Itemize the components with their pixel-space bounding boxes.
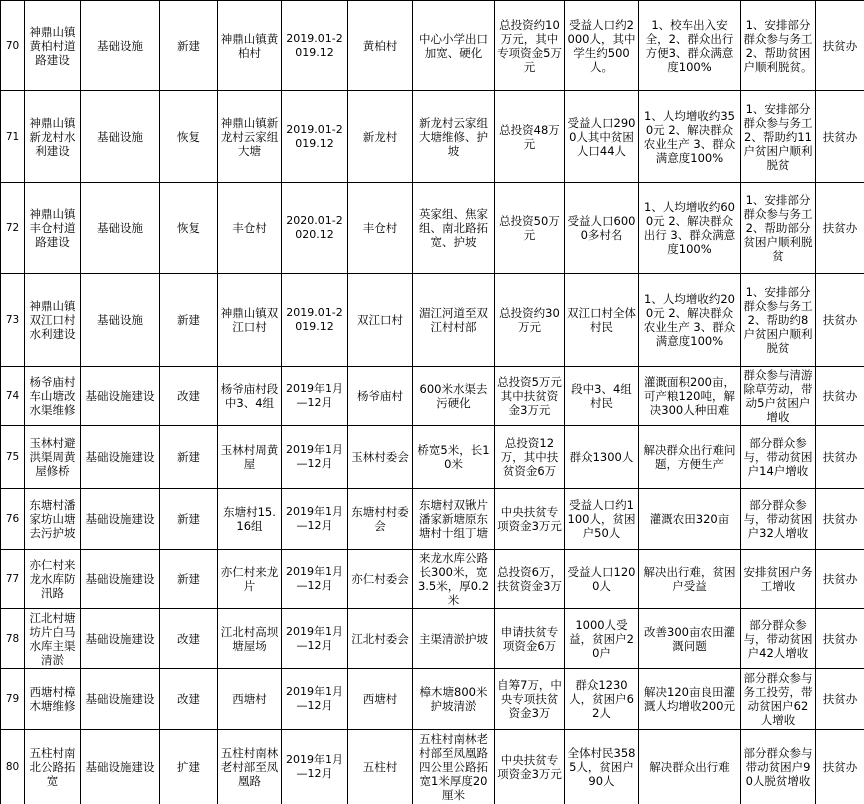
responsible-department-cell: 扶贫办: [816, 669, 864, 730]
project-location-cell: 丰仓村: [218, 183, 282, 274]
table-row: [1, 730, 864, 804]
project-period-cell: 2019年1月—12月: [282, 550, 348, 609]
responsible-department-cell: 扶贫办: [816, 367, 864, 426]
project-name-cell: 江北村塘坊片白马水库主渠清淤: [25, 609, 81, 669]
project-location-cell: 杨爷庙村段中3、4组: [218, 367, 282, 426]
project-period-cell: 2019年1月—12月: [282, 609, 348, 669]
row-number-cell: 70: [1, 1, 25, 91]
project-location-cell: 亦仁村来龙片: [218, 550, 282, 609]
construction-type-cell: 恢复: [160, 91, 218, 183]
performance-goal-cell: 解决群众出行难: [639, 730, 741, 804]
beneficiaries-cell: 受益人口6000多村名: [565, 183, 639, 274]
row-number-cell: 79: [1, 669, 25, 730]
row-number-cell: 75: [1, 426, 25, 489]
construction-content-cell: 600米水渠去污硬化: [413, 367, 495, 426]
project-category-cell: 基础设施建设: [81, 730, 160, 804]
beneficiaries-cell: 全体村民3585人，贫困户90人: [565, 730, 639, 804]
project-name-cell: 西塘村樟木塘维修: [25, 669, 81, 730]
project-name-cell: 亦仁村来龙水库防汛路: [25, 550, 81, 609]
beneficiaries-cell: 受益人口约2000人，其中学生约500人。: [565, 1, 639, 91]
investment-funds-cell: 总投资12万，其中扶贫资金6万: [495, 426, 565, 489]
project-location-cell: 西塘村: [218, 669, 282, 730]
project-location-cell: 江北村高坝塘屋场: [218, 609, 282, 669]
performance-goal-cell: 1、校车出入安全，2、群众出行方便3、群众满意度100%: [639, 1, 741, 91]
implementing-unit-cell: 新龙村: [348, 91, 413, 183]
implementing-unit-cell: 杨爷庙村: [348, 367, 413, 426]
row-number-cell: 76: [1, 489, 25, 550]
project-name-cell: 神鼎山镇丰仓村道路建设: [25, 183, 81, 274]
investment-funds-cell: 总投资48万元: [495, 91, 565, 183]
table-row: [1, 426, 864, 489]
construction-type-cell: 扩建: [160, 730, 218, 804]
project-name-cell: 神鼎山镇双江口村水利建设: [25, 274, 81, 367]
responsible-department-cell: 扶贫办: [816, 274, 864, 367]
construction-type-cell: 新建: [160, 274, 218, 367]
table-row: [1, 550, 864, 609]
project-name-cell: 神鼎山镇新龙村水利建设: [25, 91, 81, 183]
project-name-cell: 神鼎山镇黄柏村道路建设: [25, 1, 81, 91]
beneficiaries-cell: 群众1230人，贫困户62人: [565, 669, 639, 730]
table-row: [1, 669, 864, 730]
row-number-cell: 77: [1, 550, 25, 609]
performance-goal-cell: 1、人均增收约350元 2、解决群众农业生产 3、群众满意度100%: [639, 91, 741, 183]
table-body: [1, 1, 864, 804]
project-category-cell: 基础设施: [81, 1, 160, 91]
row-number-cell: 78: [1, 609, 25, 669]
investment-funds-cell: 中央扶贫专项资金3万元: [495, 730, 565, 804]
project-category-cell: 基础设施: [81, 274, 160, 367]
project-location-cell: 五柱村南林老村部至凤凰路: [218, 730, 282, 804]
project-category-cell: 基础设施建设: [81, 489, 160, 550]
construction-content-cell: 湄江河道至双江村村部: [413, 274, 495, 367]
construction-content-cell: 五柱村南林老村部至凤凰路四公里公路拓宽1米厚度20厘米: [413, 730, 495, 804]
responsible-department-cell: 扶贫办: [816, 91, 864, 183]
table-row: [1, 91, 864, 183]
construction-type-cell: 改建: [160, 367, 218, 426]
project-category-cell: 基础设施: [81, 91, 160, 183]
benefit-mechanism-cell: 部分群众参与带动贫困户90人脱贫增收: [741, 730, 816, 804]
benefit-mechanism-cell: 1、安排部分群众参与务工 2、帮助部分贫困户顺利脱贫: [741, 183, 816, 274]
construction-content-cell: 东塘村双锹片潘家新塘原东塘村十组丁塘: [413, 489, 495, 550]
investment-funds-cell: 申请扶贫专项资金6万: [495, 609, 565, 669]
benefit-mechanism-cell: 部分群众参与，带动贫困户32人增收: [741, 489, 816, 550]
project-name-cell: 玉林村避洪渠周黄屋修桥: [25, 426, 81, 489]
table-row: [1, 1, 864, 91]
project-period-cell: 2019年1月—12月: [282, 489, 348, 550]
table-row: [1, 274, 864, 367]
responsible-department-cell: 扶贫办: [816, 183, 864, 274]
construction-content-cell: 新龙村云家组大塘维修、护坡: [413, 91, 495, 183]
implementing-unit-cell: 玉林村委会: [348, 426, 413, 489]
beneficiaries-cell: 受益人口1200人: [565, 550, 639, 609]
project-period-cell: 2019年1月—12月: [282, 730, 348, 804]
project-period-cell: 2019.01-2019.12: [282, 274, 348, 367]
project-category-cell: 基础设施建设: [81, 609, 160, 669]
benefit-mechanism-cell: 群众参与清游除草劳动，带动5户贫困户增收: [741, 367, 816, 426]
table-row: [1, 609, 864, 669]
performance-goal-cell: 1、人均增收约600元 2、解决群众出行 3、群众满意度100%: [639, 183, 741, 274]
row-number-cell: 74: [1, 367, 25, 426]
benefit-mechanism-cell: 部分群众参与，带动贫困户14户增收: [741, 426, 816, 489]
project-location-cell: 东塘村15.16组: [218, 489, 282, 550]
construction-type-cell: 改建: [160, 609, 218, 669]
project-period-cell: 2020.01-2020.12: [282, 183, 348, 274]
beneficiaries-cell: 1000人受益，贫困户20户: [565, 609, 639, 669]
benefit-mechanism-cell: 1、安排部分群众参与务工 2、帮助约8户贫困户顺利脱贫: [741, 274, 816, 367]
performance-goal-cell: 解决120亩良田灌溉人均增收200元: [639, 669, 741, 730]
table-row: [1, 367, 864, 426]
project-name-cell: 杨爷庙村车山塘改水渠维修: [25, 367, 81, 426]
responsible-department-cell: 扶贫办: [816, 550, 864, 609]
benefit-mechanism-cell: 1、安排部分群众参与务工 2、帮助贫困户顺利脱贫。: [741, 1, 816, 91]
performance-goal-cell: 灌溉农田320亩: [639, 489, 741, 550]
project-period-cell: 2019年1月—12月: [282, 367, 348, 426]
row-number-cell: 80: [1, 730, 25, 804]
project-name-cell: 东塘村潘家坊山塘去污护坡: [25, 489, 81, 550]
implementing-unit-cell: 五柱村: [348, 730, 413, 804]
benefit-mechanism-cell: 部分群众参与务工投劳，带动贫困户62人增收: [741, 669, 816, 730]
investment-funds-cell: 总投资6万，扶贫资金3万: [495, 550, 565, 609]
project-location-cell: 玉林村周黄屋: [218, 426, 282, 489]
beneficiaries-cell: 受益人口约1100人，贫困户50人: [565, 489, 639, 550]
construction-type-cell: 新建: [160, 550, 218, 609]
project-period-cell: 2019.01-2019.12: [282, 1, 348, 91]
construction-content-cell: 主渠清淤护坡: [413, 609, 495, 669]
project-category-cell: 基础设施: [81, 183, 160, 274]
construction-type-cell: 新建: [160, 1, 218, 91]
project-category-cell: 基础设施建设: [81, 367, 160, 426]
beneficiaries-cell: 受益人口2900人其中贫困人口44人: [565, 91, 639, 183]
implementing-unit-cell: 亦仁村委会: [348, 550, 413, 609]
table-row: [1, 489, 864, 550]
project-period-cell: 2019.01-2019.12: [282, 91, 348, 183]
project-location-cell: 神鼎山镇双江口村: [218, 274, 282, 367]
construction-type-cell: 改建: [160, 669, 218, 730]
investment-funds-cell: 总投资约10万元，其中专项资金5万元: [495, 1, 565, 91]
benefit-mechanism-cell: 1、安排部分群众参与务工 2、帮助约11户贫困户顺利脱贫: [741, 91, 816, 183]
responsible-department-cell: 扶贫办: [816, 730, 864, 804]
benefit-mechanism-cell: 安排贫困户务工增收: [741, 550, 816, 609]
performance-goal-cell: 改善300亩农田灌溉问题: [639, 609, 741, 669]
investment-funds-cell: 自筹7万，中央专项扶贫资金3万: [495, 669, 565, 730]
beneficiaries-cell: 群众1300人: [565, 426, 639, 489]
construction-type-cell: 恢复: [160, 183, 218, 274]
responsible-department-cell: 扶贫办: [816, 609, 864, 669]
row-number-cell: 71: [1, 91, 25, 183]
row-number-cell: 73: [1, 274, 25, 367]
construction-content-cell: 樟木塘800米护坡清淤: [413, 669, 495, 730]
project-category-cell: 基础设施建设: [81, 550, 160, 609]
table-row: [1, 183, 864, 274]
responsible-department-cell: 扶贫办: [816, 1, 864, 91]
implementing-unit-cell: 双江口村: [348, 274, 413, 367]
investment-funds-cell: 中央扶贫专项资金3万元: [495, 489, 565, 550]
implementing-unit-cell: 丰仓村: [348, 183, 413, 274]
investment-funds-cell: 总投资约30万元: [495, 274, 565, 367]
project-name-cell: 五柱村南北公路拓宽: [25, 730, 81, 804]
implementing-unit-cell: 东塘村村委会: [348, 489, 413, 550]
beneficiaries-cell: 段中3、4组村民: [565, 367, 639, 426]
construction-type-cell: 新建: [160, 426, 218, 489]
performance-goal-cell: 灌溉面积200亩，可产粮120吨，解决300人种田难: [639, 367, 741, 426]
responsible-department-cell: 扶贫办: [816, 426, 864, 489]
responsible-department-cell: 扶贫办: [816, 489, 864, 550]
construction-content-cell: 桥宽5米，长10米: [413, 426, 495, 489]
investment-funds-cell: 总投资50万元: [495, 183, 565, 274]
construction-content-cell: 英家组、焦家组、南北路拓宽、护坡: [413, 183, 495, 274]
row-number-cell: 72: [1, 183, 25, 274]
project-location-cell: 神鼎山镇黄柏村: [218, 1, 282, 91]
construction-content-cell: 中心小学出口加宽、硬化: [413, 1, 495, 91]
project-location-cell: 神鼎山镇新龙村云家组大塘: [218, 91, 282, 183]
project-period-cell: 2019年1月—12月: [282, 669, 348, 730]
benefit-mechanism-cell: 部分群众参与，带动贫困户42人增收: [741, 609, 816, 669]
implementing-unit-cell: 黄柏村: [348, 1, 413, 91]
performance-goal-cell: 解决出行难，贫困户受益: [639, 550, 741, 609]
performance-goal-cell: 1、人均增收约200元 2、解决群众农业生产 3、群众满意度100%: [639, 274, 741, 367]
investment-funds-cell: 总投资5万元其中扶贫资金3万元: [495, 367, 565, 426]
performance-goal-cell: 解决群众出行难问题，方便生产: [639, 426, 741, 489]
implementing-unit-cell: 江北村委会: [348, 609, 413, 669]
construction-type-cell: 新建: [160, 489, 218, 550]
implementing-unit-cell: 西塘村: [348, 669, 413, 730]
beneficiaries-cell: 双江口村全体村民: [565, 274, 639, 367]
project-period-cell: 2019年1月—12月: [282, 426, 348, 489]
project-category-cell: 基础设施建设: [81, 426, 160, 489]
project-category-cell: 基础设施建设: [81, 669, 160, 730]
construction-content-cell: 来龙水库公路长300米，宽3.5米，厚0.2米: [413, 550, 495, 609]
